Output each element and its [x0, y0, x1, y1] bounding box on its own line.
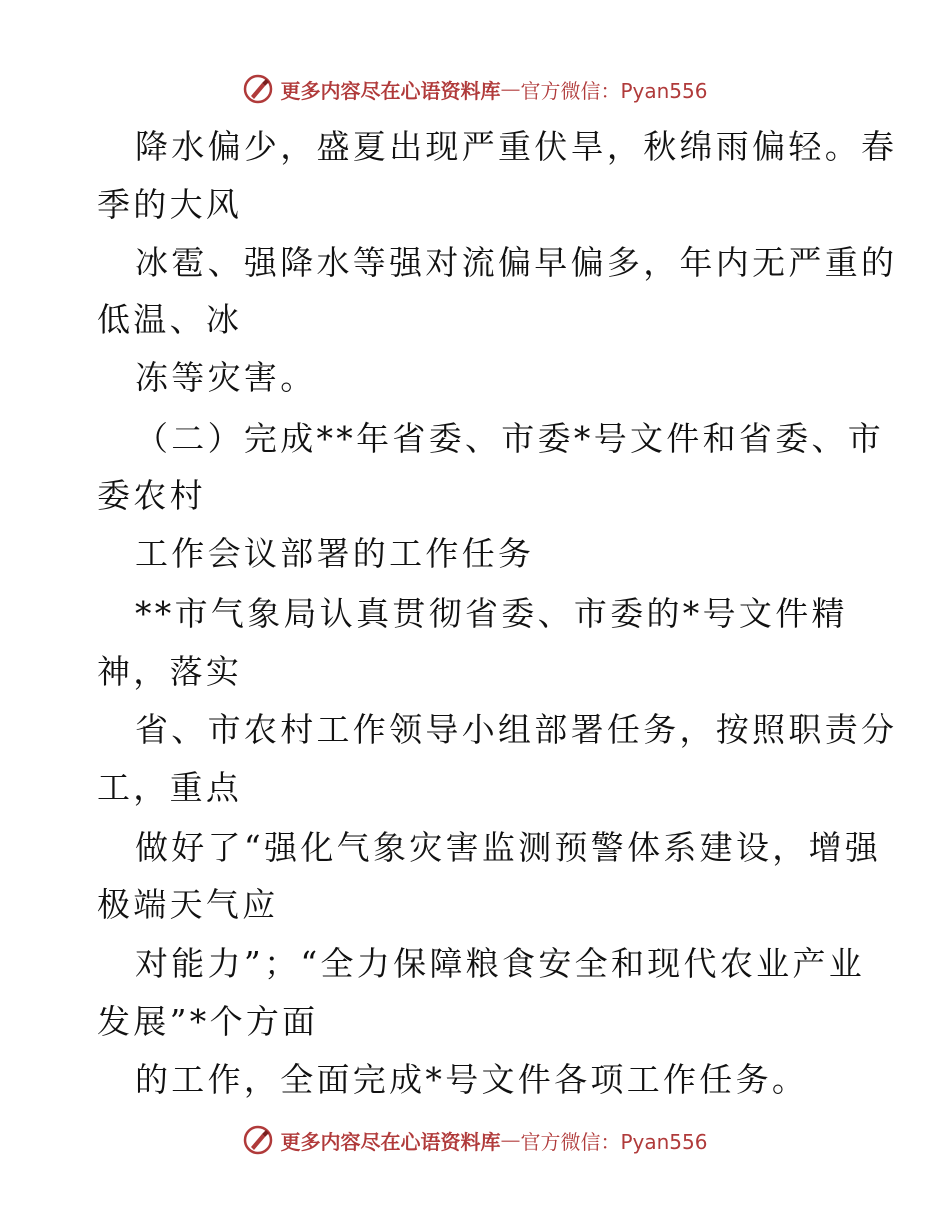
text-line: 做好了“强化气象灾害监测预警体系建设，增强 [135, 828, 882, 867]
text-line: 降水偏少，盛夏出现严重伏旱，秋绵雨偏轻。春 [135, 127, 898, 166]
text-line: 极端天气应 [97, 885, 279, 924]
text-line: 神，落实 [97, 652, 243, 691]
text-line: 发展”*个方面 [97, 1002, 319, 1041]
text-line: 的工作，全面完成*号文件各项工作任务。 [135, 1060, 809, 1099]
watermark-suffix: 官方微信：Pyan556 [520, 1129, 708, 1154]
text-line: 工作会议部署的工作任务 [135, 534, 535, 573]
watermark-separator: — [500, 77, 521, 101]
text-line: 对能力”；“全力保障粮食安全和现代农业产业 [135, 944, 866, 983]
text-line: 委农村 [97, 476, 206, 515]
header-watermark [0, 73, 950, 105]
text-line: 工，重点 [97, 768, 243, 807]
text-line: 低温、冰 [97, 300, 243, 339]
pen-circle-logo-icon [242, 73, 274, 105]
text-line: 季的大风 [97, 185, 243, 224]
text-line: 省、市农村工作领导小组部署任务，按照职责分 [135, 710, 898, 749]
text-line: 冰雹、强降水等强对流偏早偏多，年内无严重的 [135, 243, 898, 282]
text-line: **市气象局认真贯彻省委、市委的*号文件精 [135, 594, 848, 633]
watermark-suffix: 官方微信：Pyan556 [520, 78, 708, 103]
pen-circle-logo-icon [242, 1124, 274, 1156]
text-line: （二）完成**年省委、市委*号文件和省委、市 [135, 419, 885, 458]
watermark-separator: — [500, 1128, 521, 1152]
footer-watermark [0, 1124, 950, 1156]
watermark-text: 更多内容尽在心语资料库 [280, 1129, 501, 1154]
text-line: 冻等灾害。 [135, 358, 317, 397]
watermark-text: 更多内容尽在心语资料库 [280, 78, 501, 103]
